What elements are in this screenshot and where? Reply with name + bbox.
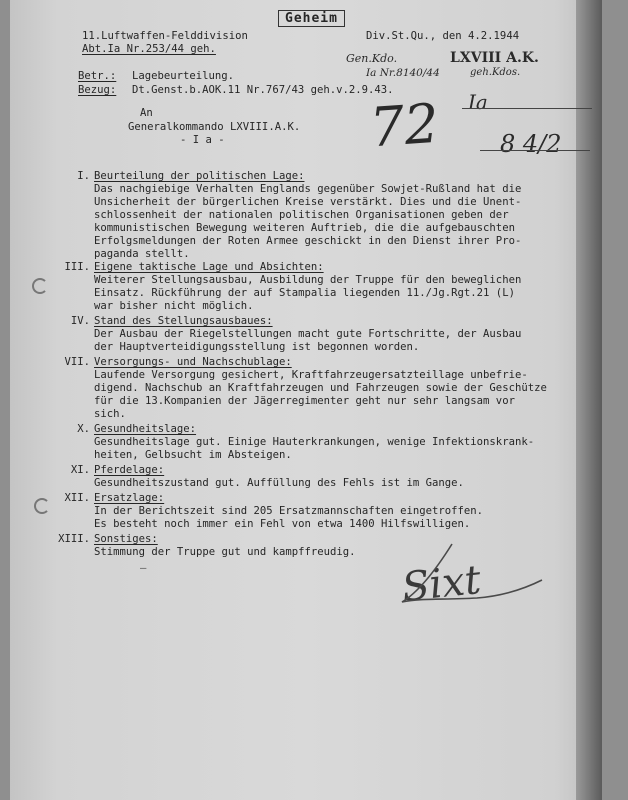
an-label: An xyxy=(140,107,153,119)
section-title: Eigene taktische Lage und Absichten: xyxy=(94,261,324,273)
document-page xyxy=(10,0,602,800)
section-line: heiten, Gelbsucht im Absteigen. xyxy=(94,449,292,461)
page-edge-shadow xyxy=(576,0,602,800)
betr-value: Lagebeurteilung. xyxy=(132,70,235,82)
section-line: war bisher nicht möglich. xyxy=(94,300,254,312)
section-line: Stimmung der Truppe gut und kampffreudig. xyxy=(94,546,356,558)
section-title: Versorgungs- und Nachschublage: xyxy=(94,356,292,368)
section-numeral: XI. xyxy=(70,464,90,476)
unit-name: 11.Luftwaffen-Felddivision xyxy=(82,30,248,42)
section-line: Es besteht noch immer ein Fehl von etwa 1400 Hilfswilligen. xyxy=(94,518,471,530)
section-line: paganda stellt. xyxy=(94,248,190,260)
classification-stamp: Geheim xyxy=(278,10,345,27)
section-line: schlossenheit der nationalen politischen Organisationen geben der xyxy=(94,209,509,221)
handwritten-underline xyxy=(462,108,592,109)
stamp-gen-kdo: Gen.Kdo. xyxy=(346,52,398,65)
section-line: Das nachgiebige Verhalten Englands gegenüber Sowjet-Rußland hat die xyxy=(94,183,522,195)
handwritten-ia: Ia xyxy=(468,90,488,114)
bezug-label: Bezug: xyxy=(78,84,117,96)
section-line: digend. Nachschub an Kraftfahrzeugen und Fahrzeugen sowie der Geschütze xyxy=(94,382,547,394)
section-line: Gesundheitslage gut. Einige Hauterkrankungen, wenige Infektionskrank- xyxy=(94,436,535,448)
section-line: Erfolgsmeldungen der Roten Armee geschickt in den Dienst ihrer Pro- xyxy=(94,235,522,247)
recipient: Generalkommando LXVIII.A.K. xyxy=(128,121,301,133)
section-title: Stand des Stellungsausbaues: xyxy=(94,315,273,327)
section-numeral: III. xyxy=(64,261,90,273)
section-title: Sonstiges: xyxy=(94,533,158,545)
handwritten-number: 72 xyxy=(367,91,441,160)
handwritten-fraction: 8 4/2 xyxy=(500,130,562,158)
recipient-dept: - I a - xyxy=(180,134,225,146)
stamp-ia-number: Ia Nr.8140/44 xyxy=(366,67,440,79)
punch-hole xyxy=(34,498,50,514)
section-numeral: XII. xyxy=(64,492,90,504)
bezug-value: Dt.Genst.b.AOK.11 Nr.767/43 geh.v.2.9.43. xyxy=(132,84,394,96)
stamp-geh: geh.Kdos. xyxy=(470,67,521,78)
section-numeral: XIII. xyxy=(58,533,90,545)
signature-stroke xyxy=(382,540,552,620)
section-line: sich. xyxy=(94,408,126,420)
stamp-corps: LXVIII A.K. xyxy=(450,50,539,66)
section-title: Ersatzlage: xyxy=(94,492,165,504)
section-line: für die 13.Kompanien der Jägerregimenter geht nur sehr langsam vor xyxy=(94,395,515,407)
section-line: kommunistischen Bewegung weiteren Auftrieb, die die aufgebauschten xyxy=(94,222,515,234)
section-title: Gesundheitslage: xyxy=(94,423,197,435)
reference-number: Abt.Ia Nr.253/44 geh. xyxy=(82,43,216,55)
punch-hole xyxy=(32,278,48,294)
section-line: Gesundheitszustand gut. Auffüllung des Fehls ist im Gange. xyxy=(94,477,464,489)
section-title: Beurteilung der politischen Lage: xyxy=(94,170,305,182)
betr-label: Betr.: xyxy=(78,70,117,82)
section-line: Laufende Versorgung gesichert, Kraftfahrzeugersatzteillage unbefrie- xyxy=(94,369,528,381)
section-numeral: IV. xyxy=(70,315,90,327)
section-title: Pferdelage: xyxy=(94,464,165,476)
section-line: In der Berichtszeit sind 205 Ersatzmannschaften eingetroffen. xyxy=(94,505,484,517)
section-line: Unsicherheit der bürgerlichen Kreise verstärkt. Dies und die Unent- xyxy=(94,196,522,208)
signature: Sixt xyxy=(399,557,484,611)
footer-dash: — xyxy=(140,562,147,574)
place-date: Div.St.Qu., den 4.2.1944 xyxy=(366,30,520,42)
section-numeral: VII. xyxy=(64,356,90,368)
section-line: der Hauptverteidigungsstellung ist begonnen worden. xyxy=(94,341,420,353)
section-line: Der Ausbau der Riegelstellungen macht gute Fortschritte, der Ausbau xyxy=(94,328,522,340)
section-numeral: I. xyxy=(77,170,90,182)
section-line: Einsatz. Rückführung der auf Stampalia liegenden 11./Jg.Rgt.21 (L) xyxy=(94,287,515,299)
handwritten-underline-2 xyxy=(480,150,590,151)
section-line: Weiterer Stellungsausbau, Ausbildung der Truppe für den beweglichen xyxy=(94,274,522,286)
section-numeral: X. xyxy=(77,423,90,435)
